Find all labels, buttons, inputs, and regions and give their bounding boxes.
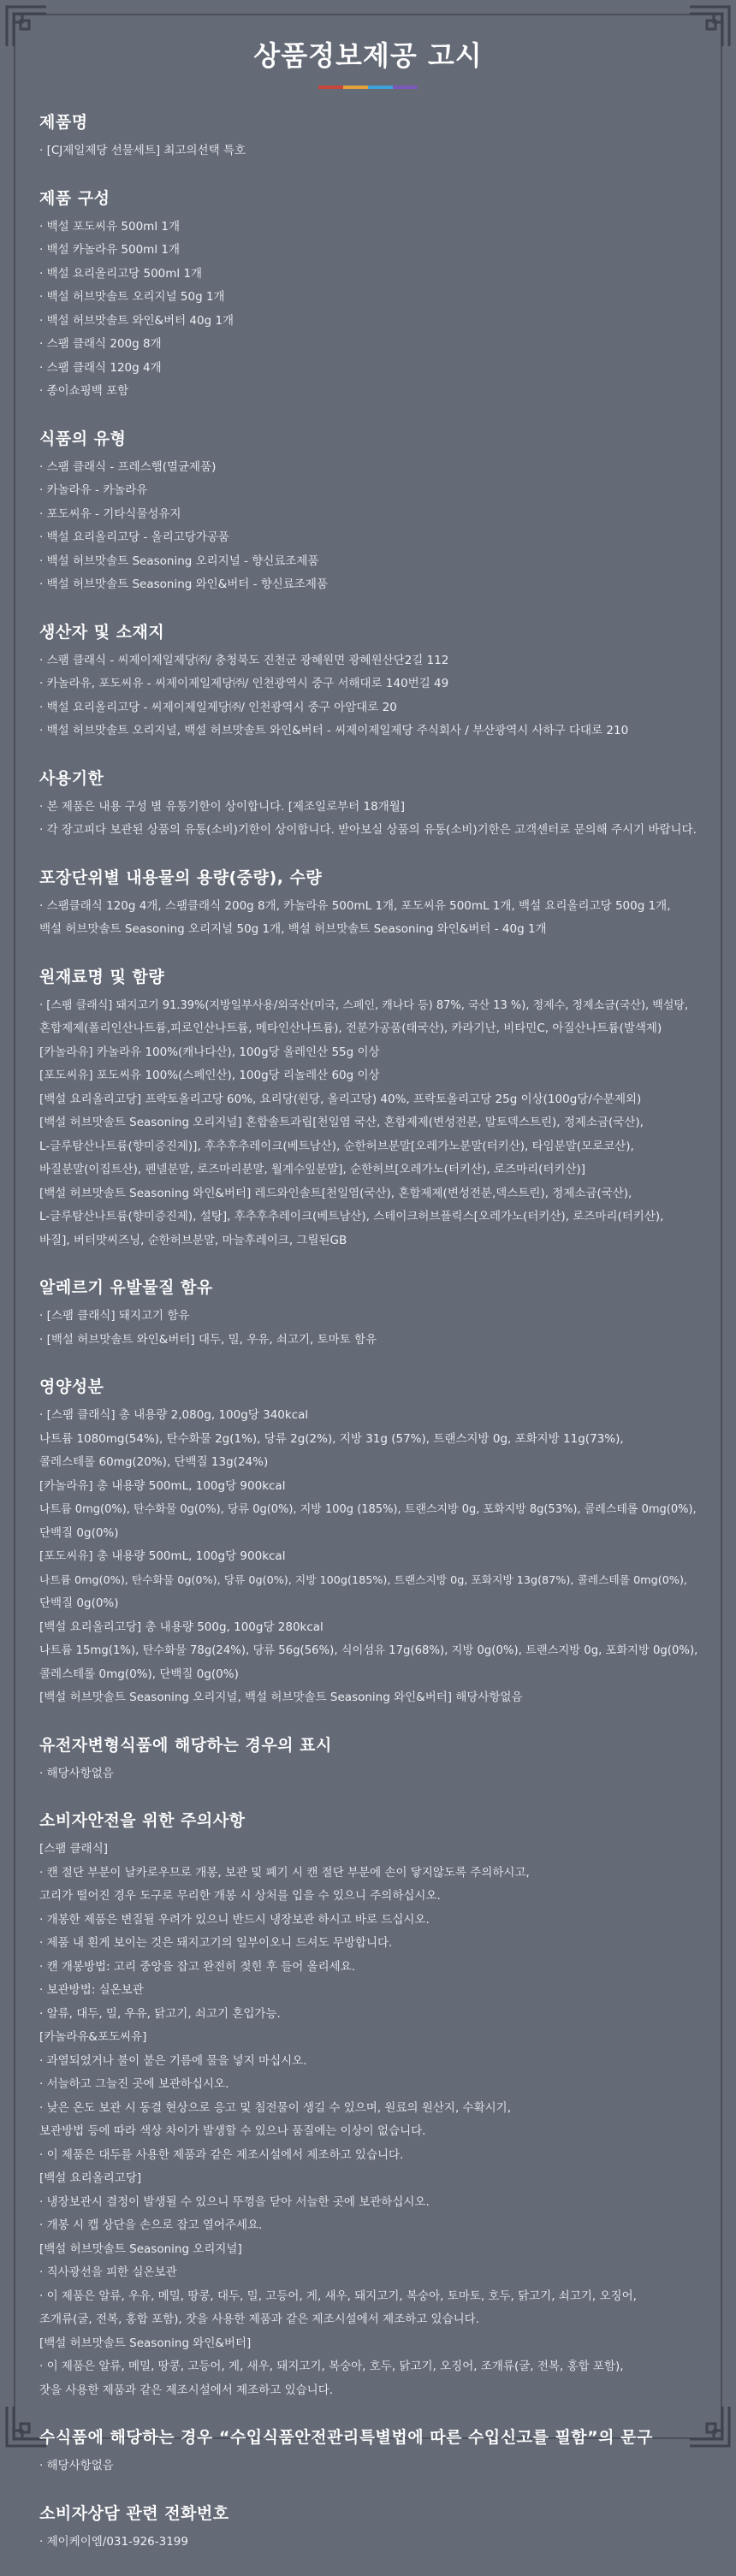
section-line: · 스팸 클래식 - 프레스햄(멸균제품)	[39, 459, 217, 474]
section-line: · 해당사항없음	[39, 2459, 114, 2472]
section-body	[39, 456, 698, 597]
section-line: 바질], 버터맛씨즈닝, 순한허브분말, 마늘후레이크, 그릴된GB	[39, 1233, 347, 1247]
section-line: · 백설 허브맛솔트 오리지널 50g 1개	[39, 290, 225, 304]
section-line: [백설 요리올리고당] 프락토올리고당 60%, 요리당(원당, 올리고당) 40%, 프락토올리고당 25g 이상(100g당/수분제외)	[39, 1092, 642, 1106]
notice-section	[39, 186, 698, 404]
section-body	[39, 649, 698, 743]
section-line: [백설 허브맛솔트 Seasoning 와인&버터]	[39, 2336, 252, 2350]
section-line: · 캔 절단 부분이 날카로우므로 개봉, 보관 및 폐기 시 캔 절단 부분에 손이 닿지않도록 주의하시고,	[39, 1865, 530, 1880]
section-line: · 종이쇼핑백 포함	[39, 384, 129, 398]
section-line: · 개봉한 제품은 변질될 우려가 있으니 반드시 냉장보관 하시고 바로 드십시오.	[39, 1912, 430, 1927]
section-body	[39, 1404, 698, 1710]
section-line: 나트륨 0mg(0%), 탄수화물 0g(0%), 당류 0g(0%), 지방 100g(185%), 트랜스지방 0g, 포화지방 13g(87%), 콜레스테롤 0mg(0%),	[39, 1573, 687, 1587]
section-line: · 이 제품은 대두를 사용한 제품과 같은 제조시설에서 제조하고 있습니다.	[39, 2147, 404, 2162]
section-line: · 보관방법: 실온보관	[39, 1983, 144, 1997]
section-line: [카놀라유] 카놀라유 100%(캐나다산), 100g당 올레인산 55g 이상	[39, 1045, 380, 1059]
section-heading: 사용기한	[39, 768, 104, 788]
section-line: · 포도씨유 - 기타식물성유지	[39, 506, 181, 521]
section-heading: 소비자상담 관련 전화번호	[39, 2503, 229, 2523]
notice-section	[39, 110, 698, 163]
section-line: · 이 제품은 알류, 우유, 메밀, 땅콩, 대두, 밀, 고등어, 게, 새우, 돼지고기, 복숭아, 토마토, 호두, 닭고기, 쇠고기, 오징어,	[39, 2289, 637, 2303]
section-line: · 해당사항없음	[39, 1766, 114, 1780]
section-line: · 백설 카놀라유 500ml 1개	[39, 243, 181, 257]
section-line: · 백설 허브맛솔트 와인&버터 40g 1개	[39, 313, 234, 328]
section-line: · 카놀라유, 포도씨유 - 씨제이제일제당㈜/ 인천광역시 중구 서해대로 140번길 49	[39, 677, 449, 690]
section-line: · 낮은 온도 보관 시 동결 현상으로 응고 및 침전물이 생길 수 있으며, 원료의 원산지, 수확시기,	[39, 2100, 512, 2115]
accent-segment	[343, 86, 368, 89]
section-line: · 카놀라유 - 카놀라유	[39, 483, 148, 497]
accent-segment	[318, 86, 343, 89]
section-line: [백설 요리올리고당]	[39, 2171, 142, 2185]
section-line: [백설 허브맛솔트 Seasoning 와인&버터] 레드와인솔트[천일염(국산), 혼합제제(변성전분,덱스트린), 정제소금(국산),	[39, 1186, 632, 1200]
section-body	[39, 895, 698, 942]
section-line: · [스팸 클래식] 돼지고기 함유	[39, 1309, 190, 1323]
section-line: 바질분말(이집트산), 펜넬분말, 로즈마리분말, 월계수잎분말], 순한허브[오레가노(터키산), 로즈마리(터키산)]	[39, 1163, 586, 1176]
section-line: · 개봉 시 캡 상단을 손으로 잡고 열어주세요.	[39, 2218, 263, 2232]
section-line: 조개류(굴, 전복, 홍합 포함), 잣을 사용한 제품과 같은 제조시설에서 제조하고 있습니다.	[39, 2312, 480, 2326]
section-body	[39, 796, 698, 843]
section-body	[39, 1305, 698, 1352]
notice-section	[39, 1374, 698, 1710]
notice-section	[39, 766, 698, 843]
section-line: · 캔 개봉방법: 고리 중앙을 잡고 완전히 젖힌 후 들어 올리세요.	[39, 1959, 356, 1974]
section-heading: 유전자변형식품에 해당하는 경우의 표시	[39, 1735, 332, 1755]
section-body	[39, 139, 698, 163]
notice-section	[39, 964, 698, 1253]
notice-section	[39, 1808, 698, 2402]
section-line: · 본 제품은 내용 구성 별 유통기한이 상이합니다. [제조일로부터 18개월]	[39, 799, 406, 814]
section-body	[39, 1762, 698, 1786]
section-heading: 영양성분	[39, 1377, 104, 1396]
section-heading: 포장단위별 내용물의 용량(중량), 수량	[39, 868, 323, 887]
notice-section	[39, 1732, 698, 1786]
section-line: · 백설 허브맛솔트 Seasoning 오리지널 - 향신료조제품	[39, 554, 319, 568]
section-line: · 백설 요리올리고당 500ml 1개	[39, 266, 203, 281]
section-line: · 과열되었거나 불이 붙은 기름에 물을 넣지 마십시오.	[39, 2053, 307, 2068]
section-line: 단백질 0g(0%)	[39, 1525, 119, 1540]
product-notice-content	[39, 110, 698, 2576]
section-line: 콜레스테롤 0mg(0%), 단백질 0g(0%)	[39, 1667, 239, 1681]
notice-section	[39, 1275, 698, 1352]
section-heading: 생산자 및 소재지	[39, 622, 165, 642]
section-heading: 알레르기 유발물질 함유	[39, 1278, 213, 1297]
section-line: · [스팸 클래식] 돼지고기 91.39%(지방일부사용/외국산(미국, 스페인, 캐나다 등) 87%, 국산 13 %), 정제수, 정제소금(국산), 백설탕,	[39, 998, 689, 1012]
title-accent-bar	[318, 86, 418, 89]
section-heading: 원재료명 및 함량	[39, 967, 165, 986]
section-body	[39, 994, 698, 1253]
section-line: 나트륨 0mg(0%), 탄수화물 0g(0%), 당류 0g(0%), 지방 100g (185%), 트랜스지방 0g, 포화지방 8g(53%), 콜레스테롤 0mg(0%),	[39, 1503, 697, 1516]
section-line: · 제이케이엠/031-926-3199	[39, 2534, 188, 2549]
section-line: · 서늘하고 그늘진 곳에 보관하십시오.	[39, 2077, 229, 2091]
section-line: · 백설 허브맛솔트 Seasoning 와인&버터 - 향신료조제품	[39, 577, 329, 591]
accent-segment	[368, 86, 393, 89]
section-body	[39, 2531, 698, 2555]
section-line: [백설 허브맛솔트 Seasoning 오리지널] 혼합솔트과립[천일염 국산, 혼합제제(변성전분, 말토덱스트린), 정제소금(국산),	[39, 1116, 644, 1129]
section-line: L-글루탐산나트륨(향미증진제), 설탕], 후추후추레이크(베트남산), 스테이크허브플릭스[오레가노(터키산), 로즈마리(터키산),	[39, 1210, 664, 1223]
section-body	[39, 1838, 698, 2402]
section-line: · 각 장고피다 보관된 상품의 유통(소비)기한이 상이합니다. 받아보실 상품의 유통(소비)기한은 고객센터로 문의해 주시기 바랍니다.	[39, 823, 697, 837]
notice-section	[39, 619, 698, 743]
section-line: [카놀라유] 총 내용량 500mL, 100g당 900kcal	[39, 1478, 286, 1493]
notice-section	[39, 426, 698, 597]
section-heading: 수식품에 해당하는 경우 “수입식품안전관리특별법에 따른 수입신고를 필함”의 문구	[39, 2428, 653, 2447]
section-line: 단백질 0g(0%)	[39, 1596, 119, 1610]
section-line: · 알류, 대두, 밀, 우유, 닭고기, 쇠고기 혼입가능.	[39, 2006, 281, 2021]
notice-section	[39, 2501, 698, 2555]
section-line: L-글루탐산나트륨(향미증진제)], 후추후추레이크(베트남산), 순한허브분말[오레가노분말(터키산), 타임분말(모로코산),	[39, 1139, 634, 1153]
section-body	[39, 2455, 698, 2478]
section-line: [백설 허브맛솔트 Seasoning 오리지널, 백설 허브맛솔트 Seasoning 와인&버터] 해당사항없음	[39, 1691, 523, 1704]
section-line: · 이 제품은 알류, 메밀, 땅콩, 고등어, 게, 새우, 돼지고기, 복숭아, 호두, 닭고기, 오징어, 조개류(굴, 전복, 홍합 포함),	[39, 2360, 624, 2373]
section-heading: 식품의 유형	[39, 429, 127, 448]
section-line: · 백설 허브맛솔트 오리지널, 백설 허브맛솔트 와인&버터 - 씨제이제일제당 주식회사 / 부산광역시 사하구 다대로 210	[39, 724, 629, 737]
section-line: 고리가 떨어진 경우 도구로 무리한 개봉 시 상처를 입을 수 있으니 주의하십시오.	[39, 1889, 441, 1903]
section-line: 나트륨 15mg(1%), 탄수화물 78g(24%), 당류 56g(56%), 식이섬유 17g(68%), 지방 0g(0%), 트랜스지방 0g, 포화지방 0g(0%),	[39, 1644, 698, 1657]
section-line: · 스팸 클래식 200g 8개	[39, 337, 162, 351]
section-line: · [CJ제일제당 선물세트] 최고의선택 특호	[39, 144, 246, 157]
page-title: 상품정보제공 고시	[253, 39, 483, 72]
section-line: · 직사광선을 피한 실온보관	[39, 2265, 177, 2279]
section-line: · 백설 요리올리고당 - 씨제이제일제당㈜/ 인천광역시 중구 아암대로 20	[39, 700, 397, 714]
section-line: [포도씨유] 총 내용량 500mL, 100g당 900kcal	[39, 1549, 286, 1563]
section-line: 보관방법 등에 따라 색상 차이가 발생할 수 있으나 품질에는 이상이 없습니다.	[39, 2124, 426, 2138]
notice-section	[39, 2425, 698, 2478]
section-heading: 제품명	[39, 113, 88, 132]
section-line: · [스팸 클래식] 총 내용량 2,080g, 100g당 340kcal	[39, 1408, 309, 1422]
section-line: · 스팸 클래식 120g 4개	[39, 360, 162, 375]
section-line: [카놀라유&포도씨유]	[39, 2030, 147, 2044]
section-line: 백설 허브맛솔트 Seasoning 오리지널 50g 1개, 백설 허브맛솔트 Seasoning 와인&버터 - 40g 1개	[39, 922, 547, 936]
section-line: [스팸 클래식]	[39, 1842, 109, 1856]
section-line: 잣을 사용한 제품과 같은 제조시설에서 제조하고 있습니다.	[39, 2383, 334, 2397]
section-line: [포도씨유] 포도씨유 100%(스페인산), 100g당 리놀레산 60g 이상	[39, 1069, 380, 1082]
section-body	[39, 216, 698, 404]
section-heading: 소비자안전을 위한 주의사항	[39, 1811, 246, 1830]
section-line: · 백설 포도씨유 500ml 1개	[39, 219, 181, 234]
section-line: · [백설 허브맛솔트 와인&버터] 대두, 밀, 우유, 쇠고기, 토마토 함유	[39, 1332, 377, 1347]
section-line: · 제품 내 흰게 보이는 것은 돼지고기의 일부이오니 드셔도 무방합니다.	[39, 1936, 393, 1950]
section-line: · 백설 요리올리고당 - 올리고당가공품	[39, 530, 229, 544]
section-line: 나트륨 1080mg(54%), 탄수화물 2g(1%), 당류 2g(2%), 지방 31g (57%), 트랜스지방 0g, 포화지방 11g(73%),	[39, 1431, 624, 1446]
section-line: [백설 허브맛솔트 Seasoning 오리지널]	[39, 2241, 242, 2256]
notice-section	[39, 865, 698, 942]
section-line: 혼합제제(폴리인산나트륨,피로인산나트륨, 메타인산나트륨), 전분가공품(태국산), 카라기난, 비타민C, 아질산나트륨(발색제)	[39, 1022, 662, 1035]
section-line: · 냉장보관시 결정이 발생될 수 있으니 뚜껑을 닫아 서늘한 곳에 보관하십시오.	[39, 2194, 430, 2209]
section-line: 콜레스테롤 60mg(20%), 단백질 13g(24%)	[39, 1455, 269, 1469]
section-line: [백설 요리올리고당] 총 내용량 500g, 100g당 280kcal	[39, 1620, 323, 1634]
section-line: · 스팸 클래식 - 씨제이제일제당㈜/ 충청북도 진천군 광혜원면 광혜원산단2길 112	[39, 653, 449, 667]
section-line: · 스팸클래식 120g 4개, 스팸클래식 200g 8개, 카놀라유 500mL 1개, 포도씨유 500mL 1개, 백설 요리올리고당 500g 1개,	[39, 898, 671, 913]
section-heading: 제품 구성	[39, 188, 110, 208]
accent-segment	[393, 86, 418, 89]
